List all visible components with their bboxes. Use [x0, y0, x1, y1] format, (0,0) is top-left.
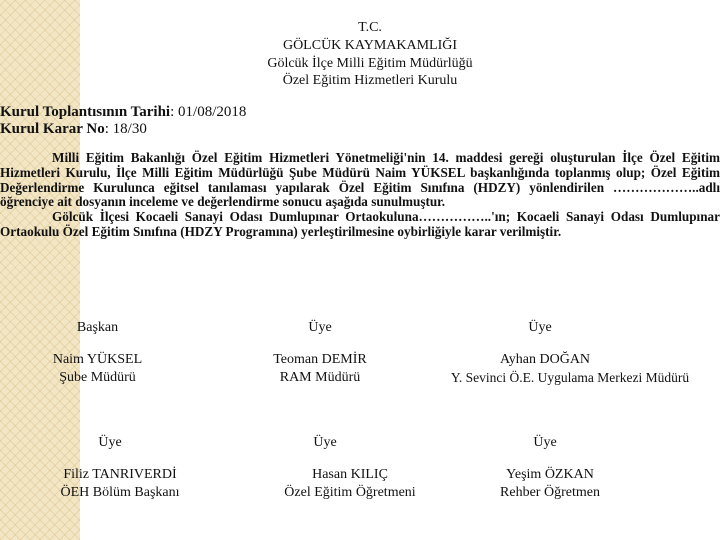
signature-title: Şube Müdürü	[59, 370, 136, 385]
header-tc: T.C.	[358, 20, 382, 35]
signature-title: RAM Müdürü	[279, 370, 361, 385]
signature-title: Özel Eğitim Öğretmeni	[284, 485, 416, 500]
signature-name: Filiz TANRIVERDİ	[63, 467, 177, 482]
meeting-date-value: : 01/08/2018	[170, 104, 247, 120]
body-line: Milli Eğitim Bakanlığı Özel Eğitim Hizmetleri Yönetmeliği'nin 14. maddesi gereği oluşturulan	[52, 150, 616, 165]
body-line: Eğitim Sınıfına (HDZY) yönlendirilen ………………..adlı öğrenciye ait dosyanın inceleme ve	[0, 179, 720, 210]
header-directorate: Gölcük İlçe Milli Eğitim Müdürlüğü	[267, 56, 473, 71]
header-board: Özel Eğitim Hizmetleri Kurulu	[282, 73, 458, 88]
decision-number-value: : 18/30	[104, 121, 147, 137]
signature-role: Üye	[308, 320, 332, 335]
signature-name: Hasan KILIÇ	[312, 467, 388, 482]
signature-role: Üye	[313, 435, 337, 450]
body-line: İlçe Özel Eğitim Hizmetleri Kurulu, İlçe Milli Eğitim Müdürlüğü Şube Müdürü Naim YÜKSEL	[0, 150, 720, 180]
signature-name: Yeşim ÖZKAN	[506, 467, 594, 482]
body-line: başkanlığında toplanmış olup; Özel Eğitim Değerlendirme Kurulunca eğitsel tanılaması yapılarak Özel	[0, 164, 720, 195]
meeting-date	[0, 104, 246, 121]
signature-role: Başkan	[76, 320, 119, 335]
paragraph-1	[0, 151, 720, 210]
signature-title: Rehber Öğretmen	[500, 485, 600, 500]
signature-title: ÖEH Bölüm Başkanı	[60, 485, 180, 500]
body-line: Odası Dumlupınar Ortaokulu Özel Eğitim Sınıfına (HDZY Programına) yerleştirilmesine oybirliğiyle	[0, 209, 720, 239]
body-line: Gölcük İlçesi Kocaeli Sanayi Odası Dumlupınar Ortaokuluna……………..'ın; Kocaeli Sanayi	[52, 209, 605, 225]
signature-title: Y. Sevinci Ö.E. Uygulama Merkezi Müdürü	[450, 370, 690, 385]
decision-number	[0, 121, 147, 138]
body-line: karar verilmiştir.	[464, 223, 562, 239]
decision-body	[0, 151, 720, 240]
meeting-date-label: Kurul Toplantısının Tarihi	[0, 104, 171, 120]
signature-name: Naim YÜKSEL	[52, 352, 143, 367]
signature-role: Üye	[528, 320, 552, 335]
signature-name: Teoman DEMİR	[273, 352, 367, 367]
signature-role: Üye	[533, 435, 557, 450]
signature-role: Üye	[98, 435, 122, 450]
decision-number-label: Kurul Karar No	[0, 121, 105, 137]
decorative-side-stripe	[0, 0, 80, 540]
header-governorship: GÖLCÜK KAYMAKAMLIĞI	[282, 38, 458, 53]
signature-name: Ayhan DOĞAN	[499, 352, 591, 367]
body-line: değerlendirme sonucu aşağıda sunulmuştur.	[197, 194, 446, 210]
paragraph-2	[0, 210, 720, 240]
